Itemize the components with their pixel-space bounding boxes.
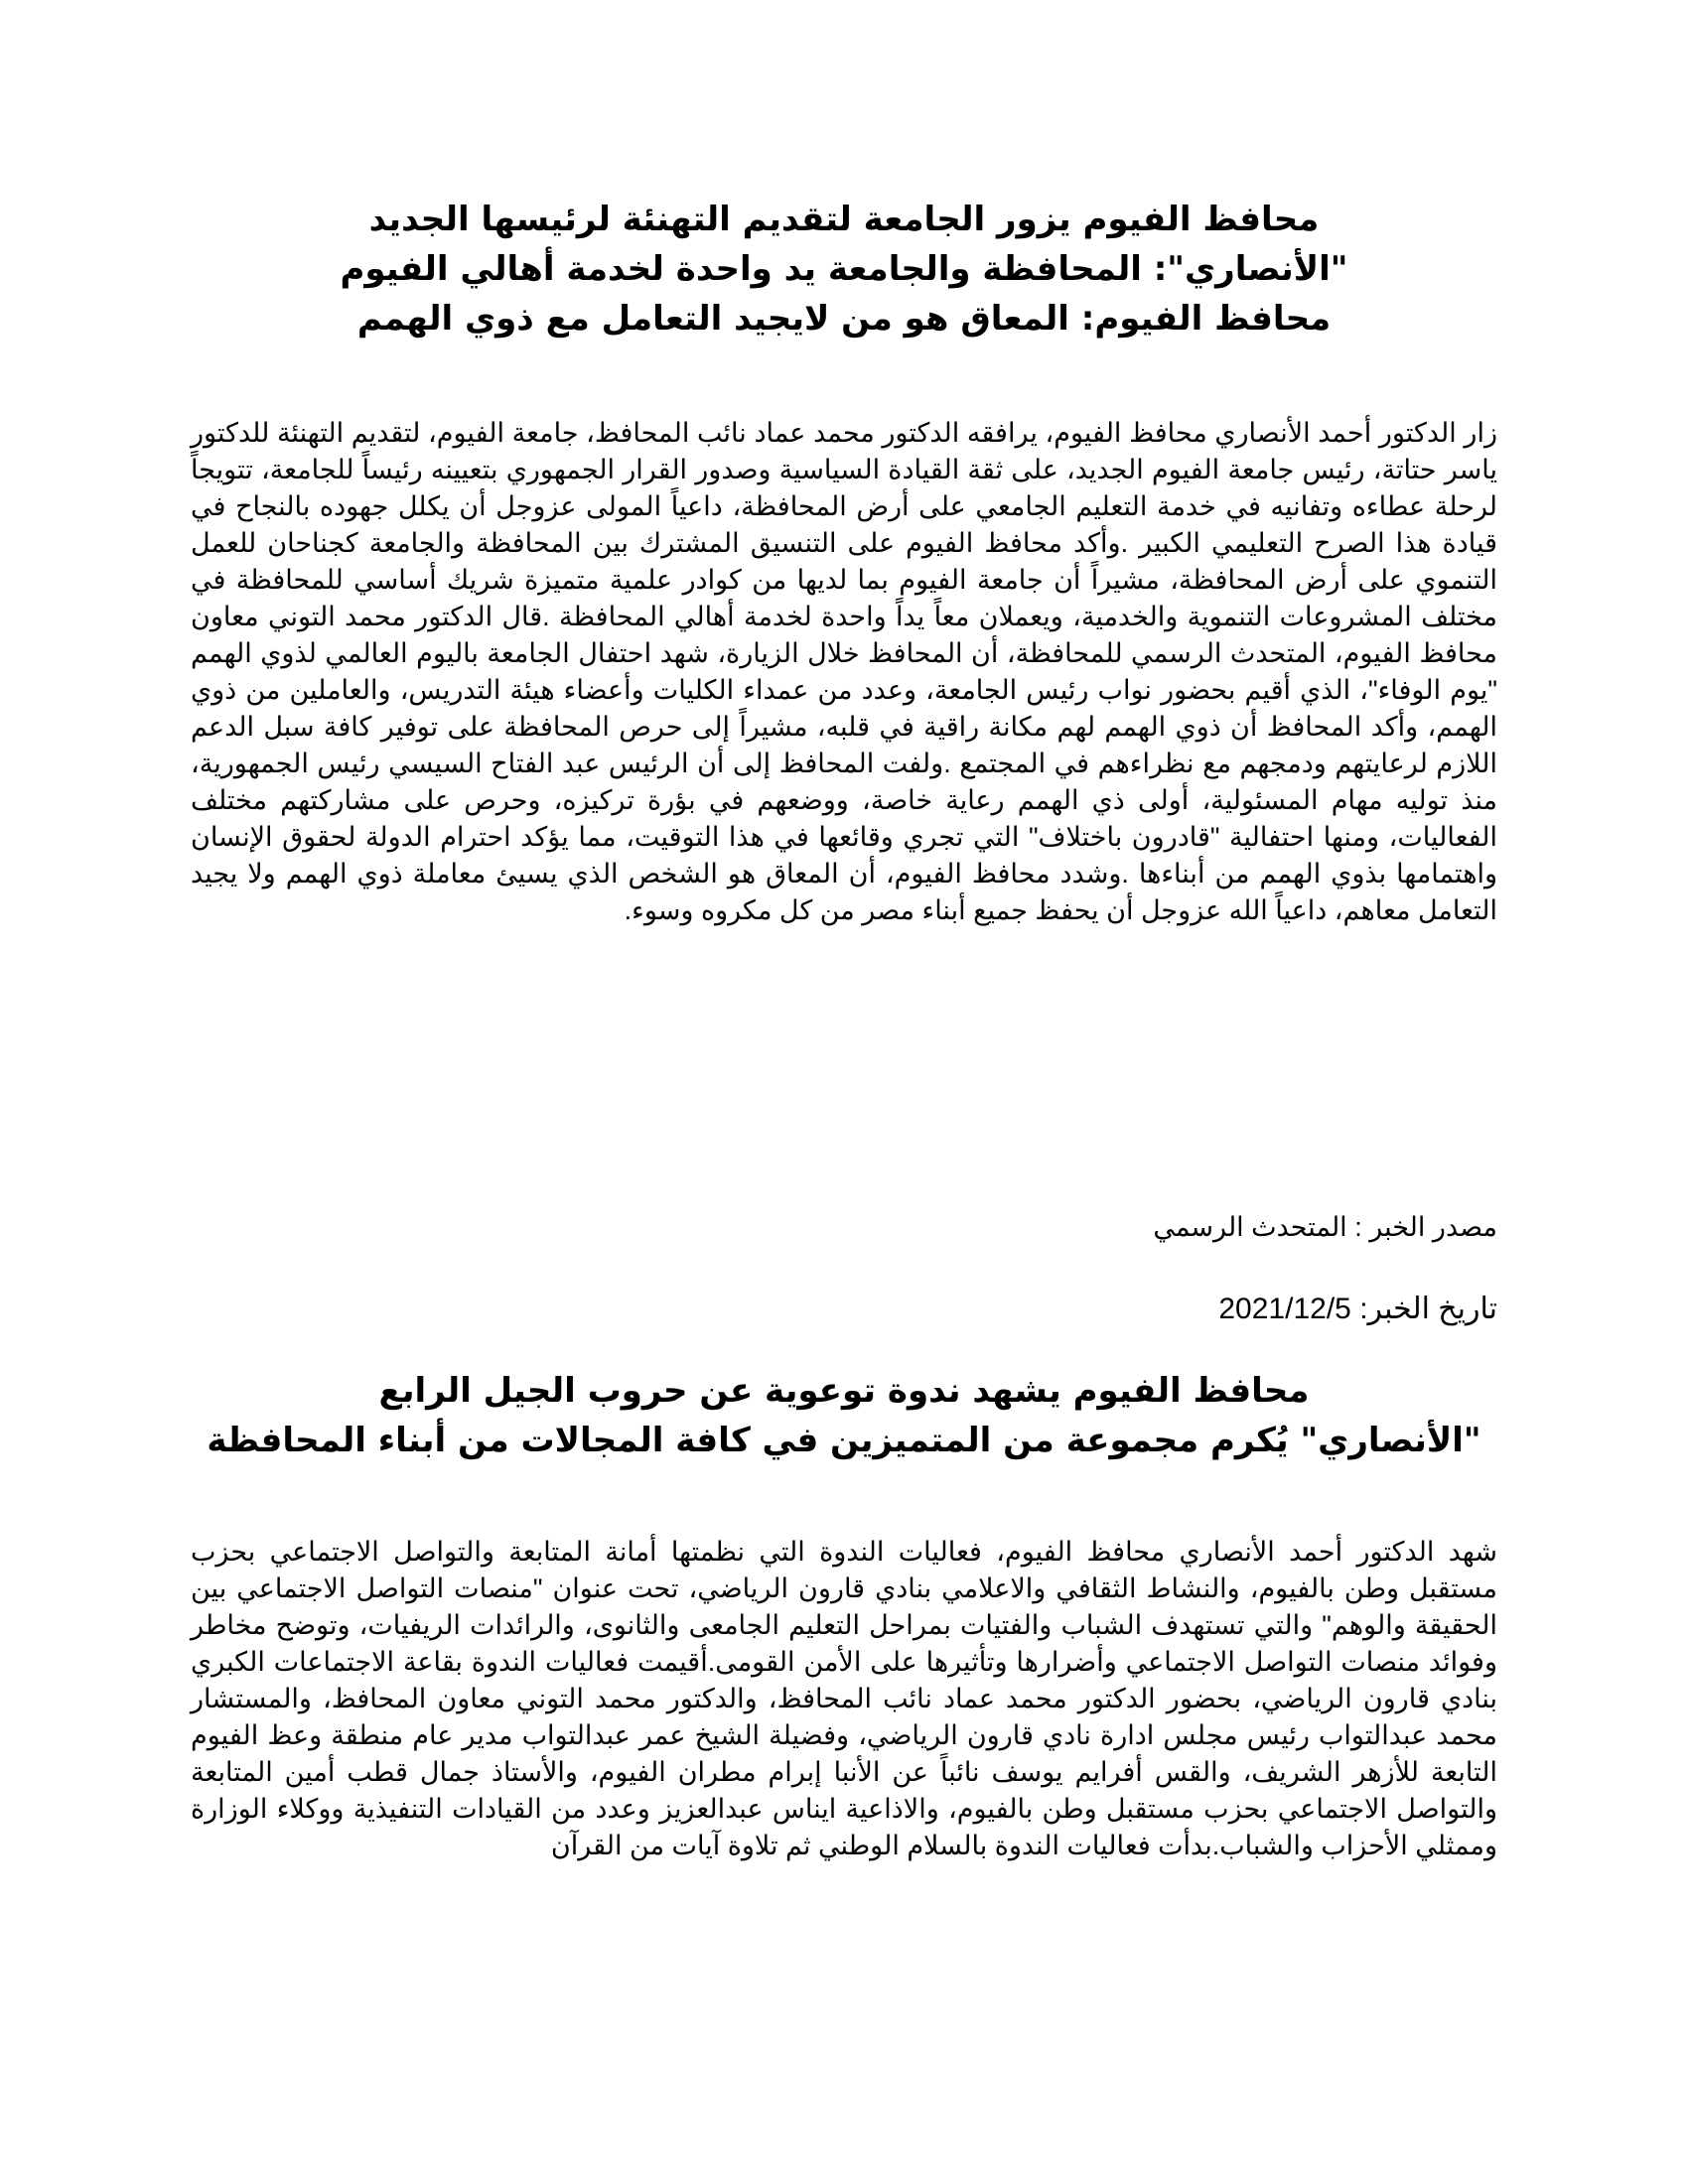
source-value: المتحدث الرسمي [1153,1212,1347,1242]
article2-headline-line-1: محافظ الفيوم يشهد ندوة توعوية عن حروب الجيل الرابع [378,1371,1310,1411]
article2-headline [189,1366,1499,1465]
source-label: مصدر الخبر : [1354,1212,1497,1242]
article1-headline [189,195,1499,343]
date-value: 2021/12/5 [1218,1293,1351,1325]
article1-body: زار الدكتور أحمد الأنصاري محافظ الفيوم، يرافقه الدكتور محمد عماد نائب المحافظ، جامعة الفيوم، لتقديم التهنئة للدكتور ياسر حتاتة، رئيس جامعة الفيوم الجديد، على ثقة القيادة السياسية وصدور القرار الجمهوري بتعيينه رئيساً للجامعة، تتويجاً لرحلة عطاءه وتفانيه في خدمة التعليم الجامعي على أرض المحافظة، داعياً المولى عزوجل أن يكلل جهوده بالنجاح في قيادة هذا الصرح التعليمي الكبير .وأكد محافظ الفيوم على التنسيق المشترك بين المحافظة والجامعة كجناحان للعمل التنموي على أرض المحافظة، مشيراً أن جامعة الفيوم بما لديها من كوادر علمية متميزة شريك أساسي للمحافظة في مختلف المشروعات التنموية والخدمية، ويعملان معاً يداً واحدة لخدمة أهالي المحافظة .قال الدكتور محمد التوني معاون محافظ الفيوم، المتحدث الرسمي للمحافظة، أن المحافظ خلال الزيارة، شهد احتفال الجامعة باليوم العالمي لذوي الهمم "يوم الوفاء"، الذي أقيم بحضور نواب رئيس الجامعة، وعدد من عمداء الكليات وأعضاء هيئة التدريس، والعاملين من ذوي الهمم، وأكد المحافظ أن ذوي الهمم لهم مكانة راقية في قلبه، مشيراً إلى حرص المحافظة على توفير كافة سبل الدعم اللازم لرعايتهم ودمجهم مع نظراءهم في المجتمع .ولفت المحافظ إلى أن الرئيس عبد الفتاح السيسي رئيس الجمهورية، منذ توليه مهام المسئولية، أولى ذي الهمم رعاية خاصة، ووضعهم في بؤرة تركيزه، وحرص على مشاركتهم مختلف الفعاليات، ومنها احتفالية "قادرون باختلاف" التي تجري وقائعها في هذا التوقيت، مما يؤكد احترام الدولة لحقوق الإنسان واهتمامها بذوي الهمم من أبناءها .وشدد محافظ الفيوم، أن المعاق هو الشخص الذي يسيئ معاملة ذوي الهمم ولا يجيد التعامل معاهم، داعياً الله عزوجل أن يحفظ جميع أبناء مصر من كل مكروه وسوء. [191,418,1497,925]
article2-body: شهد الدكتور أحمد الأنصاري محافظ الفيوم، فعاليات الندوة التي نظمتها أمانة المتابعة والتواصل الاجتماعي بحزب مستقبل وطن بالفيوم، والنشاط الثقافي والاعلامي بنادي قارون الرياضي، تحت عنوان "منصات التواصل الاجتماعي بين الحقيقة والوهم" والتي تستهدف الشباب والفتيات بمراحل التعليم الجامعى والثانوى، والرائدات الريفيات، وتوضح مخاطر وفوائد منصات التواصل الاجتماعي وأضرارها وتأثيرها على الأمن القومى.أقيمت فعاليات الندوة بقاعة الاجتماعات الكبري بنادي قارون الرياضي، بحضور الدكتور محمد عماد نائب المحافظ، والدكتور محمد التوني معاون المحافظ، والمستشار محمد عبدالتواب رئيس مجلس ادارة نادي قارون الرياضي، وفضيلة الشيخ عمر عبدالتواب مدير عام منطقة وعظ الفيوم التابعة للأزهر الشريف، والقس أفرايم يوسف نائباً عن الأنبا إبرام مطران الفيوم، والأستاذ جمال قطب أمين المتابعة والتواصل الاجتماعي بحزب مستقبل وطن بالفيوم، والاذاعية ايناس عبدالعزيز وعدد من القيادات التنفيذية ووكلاء الوزارة وممثلي الأحزاب والشباب.بدأت فعاليات الندوة بالسلام الوطني ثم تلاوة آيات من القرآن [191,1537,1497,1860]
article1-headline-line-2: "الأنصاري": المحافظة والجامعة يد واحدة لخدمة أهالي الفيوم [340,249,1348,289]
date-label: تاريخ الخبر: [1359,1293,1497,1325]
article1-date [1218,1291,1497,1327]
article1-source [1153,1209,1497,1246]
article2-headline-line-2: "الأنصاري" يُكرم مجموعة من المتميزين في كافة المجالات من أبناء المحافظة [207,1421,1481,1460]
article1-headline-line-3: محافظ الفيوم: المعاق هو من لايجيد التعامل مع ذوي الهمم [356,299,1332,339]
article1-headline-line-1: محافظ الفيوم يزور الجامعة لتقديم التهنئة لرئيسها الجديد [368,200,1320,239]
